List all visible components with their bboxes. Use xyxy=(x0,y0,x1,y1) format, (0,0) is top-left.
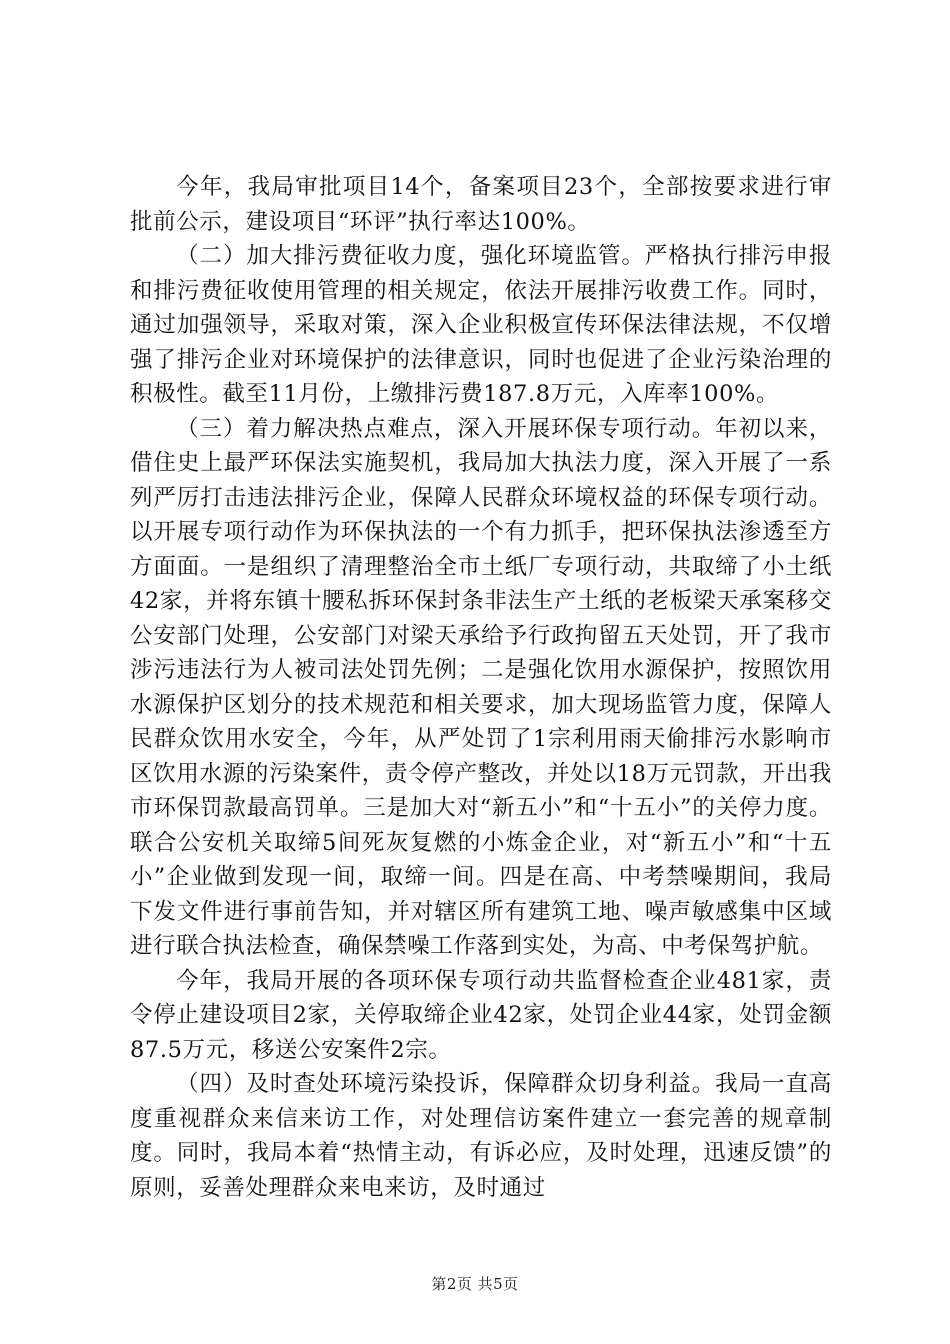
paragraph-pollution-fee: （二）加大排污费征收力度，强化环境监管。严格执行排污申报和排污费征收使用管理的相关规定，依法开展排污收费工作。同时，通过加强领导，采取对策，深入企业积极宣传环保法律法规，不仅增强了排污企业对环境保护的法律意识，同时也促进了企业污染治理的积极性。截至11月份，上缴排污费187.8万元，入库率100%。 xyxy=(130,243,832,407)
paragraph-approval-stats: 今年，我局审批项目14个，备案项目23个，全部按要求进行审批前公示，建设项目“环评”执行率达100%。 xyxy=(130,174,832,235)
paragraph-complaints: （四）及时查处环境污染投诉，保障群众切身利益。我局一直高度重视群众来信来访工作，对处理信访案件建立一套完善的规章制度。同时，我局本着“热情主动，有诉必应，及时处理，迅速反馈”的原则，妥善处理群众来电来访，及时通过 xyxy=(130,1071,832,1201)
paragraph-special-actions: （三）着力解决热点难点，深入开展环保专项行动。年初以来，借住史上最严环保法实施契机，我局加大执法力度，深入开展了一系列严厉打击违法排污企业，保障人民群众环境权益的环保专项行动。以开展专项行动作为环保执法的一个有力抓手，把环保执法渗透至方方面面。一是组织了清理整治全市土纸厂专项行动，共取缔了小土纸42家，并将东镇十腰私拆环保封条非法生产土纸的老板梁天承案移交公安部门处理，公安部门对梁天承给予行政拘留五天处罚，开了我市涉污违法行为人被司法处罚先例；二是强化饮用水源保护，按照饮用水源保护区划分的技术规范和相关要求，加大现场监管力度，保障人民群众饮用水安全，今年，从严处罚了1宗利用雨天偷排污水影响市区饮用水源的污染案件，责令停产整改，并处以18万元罚款，开出我市环保罚款最高罚单。三是加大对“新五小”和“十五小”的关停力度。联合公安机关取缔5间死灰复燃的小炼金企业，对“新五小”和“十五小”企业做到发现一间，取缔一间。四是在高、中考禁噪期间，我局下发文件进行事前告知，并对辖区所有建筑工地、噪声敏感集中区域进行联合执法检查，确保禁噪工作落到实处，为高、中考保驾护航。 xyxy=(130,415,832,959)
page-indicator: 第2页 共5页 xyxy=(431,1275,519,1293)
paragraph-inspection-stats: 今年，我局开展的各项环保专项行动共监督检查企业481家，责令停止建设项目2家，关停取缔企业42家，处罚企业44家，处罚金额87.5万元，移送公安案件2宗。 xyxy=(130,967,832,1063)
document-body xyxy=(130,170,832,1205)
page-footer xyxy=(0,1273,950,1294)
